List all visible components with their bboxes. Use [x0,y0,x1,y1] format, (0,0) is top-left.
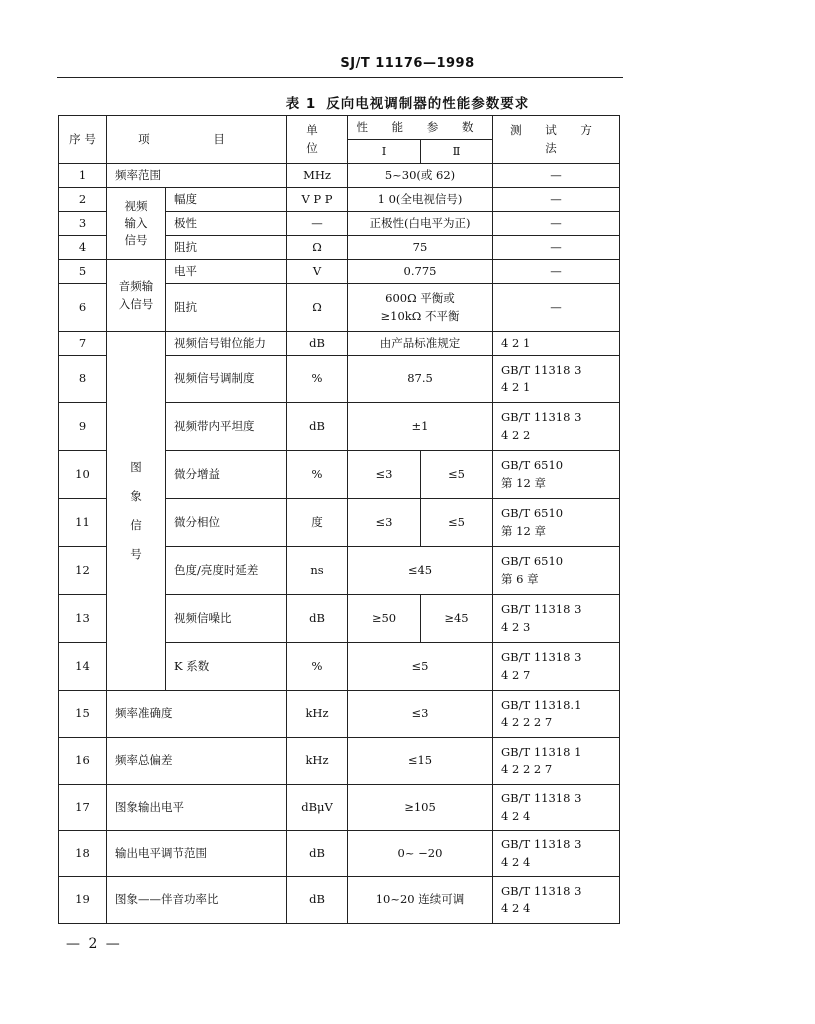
table-row [59,785,620,831]
group-label-char: 图 [130,459,142,474]
item-name: 微分增益 [166,451,287,499]
param-value: ±1 [348,403,493,451]
group-label-line: 信号 [124,233,148,248]
unit-cell: dB [287,332,348,356]
param-value: ≤3 [348,691,493,738]
test-method [493,831,620,877]
method-line: 第 12 章 [501,475,546,490]
item-name: 阻抗 [166,236,287,260]
unit-cell: MHz [287,164,348,188]
col-header-grade-1: Ⅰ [348,140,421,164]
param-value: ≤15 [348,738,493,785]
method-line: 4 2 1 [501,380,531,394]
test-method: — [493,260,620,284]
unit-cell: V [287,260,348,284]
method-line: 4 2 2 2 7 [501,715,553,729]
method-line: GB/T 11318 3 [501,837,582,852]
unit-cell: ns [287,547,348,595]
page-number: — 2 — [66,936,122,952]
row-number: 11 [59,499,107,547]
row-number: 4 [59,236,107,260]
group-label-line: 输入 [124,215,148,230]
row-number: 14 [59,643,107,691]
unit-cell: — [287,212,348,236]
param-value: 0.775 [348,260,493,284]
unit-cell: % [287,643,348,691]
item-name: 图象——伴音功率比 [107,877,287,924]
item-name: 频率总偏差 [107,738,287,785]
unit-cell: 度 [287,499,348,547]
col-header-no: 序 号 [59,116,107,164]
param-value [348,284,493,332]
unit-cell: kHz [287,691,348,738]
test-method: — [493,212,620,236]
unit-cell: dBμV [287,785,348,831]
param-value: ≤45 [348,547,493,595]
row-number: 16 [59,738,107,785]
item-name: 输出电平调节范围 [107,831,287,877]
test-method [493,499,620,547]
method-line: 第 12 章 [501,523,546,538]
param-value: 10~20 连续可调 [348,877,493,924]
row-number: 12 [59,547,107,595]
test-method [493,643,620,691]
param-value: ≥105 [348,785,493,831]
unit-cell: V P P [287,188,348,212]
param-value-line: 600Ω 平衡或 [385,291,455,306]
table-row [59,260,620,284]
row-number: 7 [59,332,107,356]
method-line: GB/T 11318 3 [501,362,582,377]
method-line: 4 2 2 [501,427,531,442]
param-value-grade-2: ≥45 [421,595,493,643]
method-line: GB/T 11318 1 [501,744,582,759]
table-row [59,738,620,785]
method-line: 4 2 7 [501,667,531,682]
row-number: 15 [59,691,107,738]
row-number: 13 [59,595,107,643]
method-line: GB/T 11318 3 [501,650,582,665]
test-method [493,738,620,785]
col-header-params: 性 能 参 数 [348,116,493,140]
item-name: 幅度 [166,188,287,212]
param-value-grade-1: ≥50 [348,595,421,643]
method-line: GB/T 6510 [501,506,564,521]
method-line: 4 2 4 [501,808,531,823]
param-value-grade-1: ≤3 [348,451,421,499]
item-name: 微分相位 [166,499,287,547]
col-header-unit: 单 位 [287,116,348,164]
row-number: 8 [59,356,107,403]
test-method [493,877,620,924]
table-caption: 反向电视调制器的性能参数要求 [326,96,530,112]
method-line: GB/T 6510 [501,554,564,569]
method-line: 4 2 4 [501,901,531,915]
item-name: 视频带内平坦度 [166,403,287,451]
item-name: 视频信号钳位能力 [166,332,287,356]
method-line: 4 2 2 2 7 [501,762,553,776]
param-value: 87.5 [348,356,493,403]
item-name: 图象输出电平 [107,785,287,831]
col-header-method: 测 试 方 法 [493,116,620,164]
header-rule [57,77,623,78]
unit-cell: Ω [287,236,348,260]
performance-table [58,115,620,924]
unit-cell: % [287,356,348,403]
col-header-grade-2: Ⅱ [421,140,493,164]
method-line: GB/T 11318 3 [501,883,582,898]
param-value: 1 0(全电视信号) [348,188,493,212]
method-line: GB/T 11318 3 [501,791,582,806]
unit-cell: dB [287,877,348,924]
method-line: 第 6 章 [501,571,539,586]
param-value: 正极性(白电平为正) [348,212,493,236]
group-label-line: 音频输 [118,279,154,294]
row-number: 19 [59,877,107,924]
table-row [59,188,620,212]
test-method: — [493,188,620,212]
row-number: 9 [59,403,107,451]
param-value: ≤5 [348,643,493,691]
item-name: 极性 [166,212,287,236]
group-label-char: 信 [130,518,142,532]
param-value-grade-2: ≤5 [421,451,493,499]
row-number: 3 [59,212,107,236]
row-number: 1 [59,164,107,188]
param-value: 5~30(或 62) [348,164,493,188]
table-row [59,332,620,356]
row-number: 17 [59,785,107,831]
standard-header: SJ/T 11176—1998 [340,56,475,71]
row-number: 18 [59,831,107,877]
table-number: 表 1 [285,96,317,112]
param-value: 0~ −20 [348,831,493,877]
group-label-char: 号 [130,547,142,562]
test-method [493,785,620,831]
table-row [59,164,620,188]
item-name: 视频信号调制度 [166,356,287,403]
unit-cell: % [287,451,348,499]
group-label-line: 入信号 [118,296,154,311]
unit-cell: dB [287,403,348,451]
row-number: 10 [59,451,107,499]
group-label-line: 视频 [124,198,148,213]
method-line: GB/T 11318 3 [501,602,582,617]
test-method [493,595,620,643]
test-method [493,451,620,499]
table-title [0,92,815,112]
method-line: 4 2 4 [501,854,531,869]
unit-cell: kHz [287,738,348,785]
test-method: — [493,284,620,332]
item-name: 色度/亮度时延差 [166,547,287,595]
item-name: 阻抗 [166,284,287,332]
unit-cell: dB [287,595,348,643]
param-value-line: ≥10kΩ 不平衡 [380,308,460,323]
item-name: 频率范围 [107,164,287,188]
test-method [493,691,620,738]
table-header-row [59,116,620,140]
item-name: K 系数 [166,643,287,691]
method-line: 4 2 1 [501,335,531,350]
col-header-item: 项 目 [107,116,287,164]
item-name: 视频信噪比 [166,595,287,643]
row-number: 5 [59,260,107,284]
method-line: GB/T 11318 3 [501,410,582,425]
test-method: — [493,236,620,260]
table-row [59,691,620,738]
item-name: 频率准确度 [107,691,287,738]
test-method [493,356,620,403]
method-line: GB/T 6510 [501,458,564,473]
table-row [59,877,620,924]
unit-cell: dB [287,831,348,877]
method-line: 4 2 3 [501,619,531,634]
item-name: 电平 [166,260,287,284]
row-number: 6 [59,284,107,332]
param-value-grade-2: ≤5 [421,499,493,547]
test-method: — [493,164,620,188]
test-method [493,332,620,356]
group-picture-signal [107,332,166,691]
param-value-grade-1: ≤3 [348,499,421,547]
group-audio-input [107,260,166,332]
group-label-char: 象 [130,488,142,503]
test-method [493,403,620,451]
unit-cell: Ω [287,284,348,332]
group-video-input [107,188,166,260]
method-line: GB/T 11318.1 [501,697,582,712]
param-value: 由产品标准规定 [348,332,493,356]
param-value: 75 [348,236,493,260]
table-row [59,831,620,877]
row-number: 2 [59,188,107,212]
test-method [493,547,620,595]
